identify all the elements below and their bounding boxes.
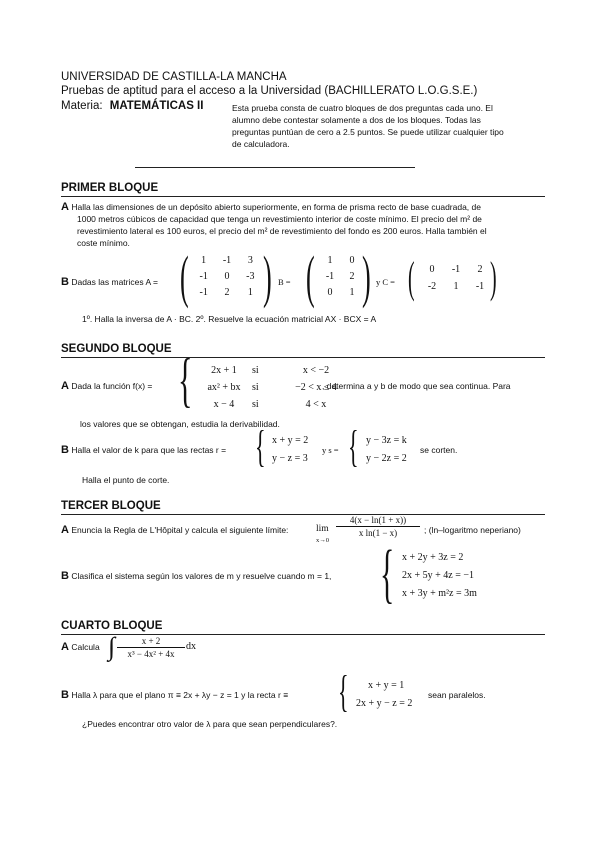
equation: x + y = 2 <box>272 435 309 446</box>
limit-fraction <box>336 515 420 538</box>
question-b-continuation: sean paralelos. <box>428 690 486 700</box>
matrix-cell: 0 <box>349 255 355 266</box>
question-a-text: Enuncia la Regla de L'Hôpital y calcula el siguiente límite: <box>71 525 289 535</box>
piece-expr: x − 4 <box>213 399 235 410</box>
matrix-cell: 1 <box>201 255 207 266</box>
equation: x + 2y + 3z = 2 <box>402 552 464 563</box>
block4-rule <box>61 634 545 635</box>
fraction-numerator: x + 2 <box>141 636 161 646</box>
matrix-cell: 2 <box>224 287 230 298</box>
question-b-line2: ¿Puedes encontrar otro valor de λ para que sean perpendiculares?. <box>82 719 338 729</box>
block1-rule <box>61 196 545 197</box>
matrix-cell: 1 <box>327 255 333 266</box>
line-r-brace: { <box>255 422 266 471</box>
matrix-cell: 2 <box>477 264 483 275</box>
instructions-line: preguntas puntúan de cero a 2.5 puntos. Se puede utilizar cualquier tipo <box>232 127 504 137</box>
subject-name: MATEMÁTICAS II <box>109 100 204 112</box>
block3-rule <box>61 514 545 515</box>
matrix-cell: -3 <box>246 271 255 282</box>
question-a-line: coste mínimo. <box>77 238 130 248</box>
block4-question-b <box>61 689 288 701</box>
block4-question-a <box>61 641 100 653</box>
matrix-cell: -1 <box>451 264 461 275</box>
block3-title: TERCER BLOQUE <box>61 500 161 512</box>
question-b-text: Halla el valor de k para que las rectas r = <box>71 445 227 455</box>
question-b-line2: Halla el punto de corte. <box>82 475 170 485</box>
piece-cond: −2 < x ≤ 4 <box>295 382 337 393</box>
exam-title: Pruebas de aptitud para el acceso a la Universidad (BACHILLERATO L.O.G.S.E.) <box>61 85 478 97</box>
question-a-text: Dada la función f(x) = <box>71 381 153 391</box>
instructions-line: alumno debe contestar solamente a dos de los bloques. Todas las <box>232 115 481 125</box>
matrix-cell: 2 <box>349 271 355 282</box>
limit-note: ; (ln–logaritmo neperiano) <box>424 525 521 535</box>
line-r-equations <box>272 432 308 468</box>
line-r-brace: { <box>338 667 349 716</box>
matrix-c-label: y C = <box>376 277 395 287</box>
line-r-equations <box>356 677 412 713</box>
question-label: B <box>61 570 69 582</box>
block3-question-a <box>61 524 288 536</box>
question-label: B <box>61 689 69 701</box>
fraction-denominator: x ln(1 − x) <box>358 528 398 538</box>
block1-question-a <box>61 201 545 249</box>
matrix-b <box>319 255 363 298</box>
matrix-b-right-paren: ) <box>362 244 371 309</box>
line-s-equations <box>366 432 407 468</box>
equation: x + y = 1 <box>368 680 405 691</box>
limit-operator: lim <box>316 524 329 534</box>
matrix-cell: 1 <box>349 287 355 298</box>
question-b-tasks: 1º. Halla la inversa de A · BC. 2º. Resuelve la ecuación matricial AX · BCX = A <box>82 314 377 324</box>
system-brace: { <box>380 537 395 610</box>
integral-fraction <box>117 636 185 659</box>
question-label: A <box>61 201 69 213</box>
question-b-text: Dadas las matrices A = <box>71 277 159 287</box>
piece-si: si <box>252 399 259 410</box>
instructions <box>232 102 544 150</box>
block1-question-b <box>61 276 158 288</box>
fraction-denominator: x³ − 4x² + 4x <box>127 649 175 659</box>
block2-title: SEGUNDO BLOQUE <box>61 343 172 355</box>
block4-title: CUARTO BLOQUE <box>61 620 163 632</box>
matrix-cell: -1 <box>325 271 335 282</box>
subject-line <box>61 100 203 113</box>
equation: y − 2z = 2 <box>366 453 407 464</box>
matrix-cell: 1 <box>247 287 253 298</box>
question-label: A <box>61 524 69 536</box>
piece-cond: x < −2 <box>302 365 330 376</box>
block3-question-b <box>61 570 331 582</box>
line-s-label: y s = <box>322 445 339 455</box>
block2-question-a <box>61 380 152 392</box>
block2-rule <box>61 357 545 358</box>
matrix-cell: 3 <box>247 255 253 266</box>
equation: y − 3z = k <box>366 435 407 446</box>
matrix-a <box>192 255 262 298</box>
question-b-text: Clasifica el sistema según los valores de m y resuelve cuando m = 1, <box>71 571 332 581</box>
matrix-c-left-paren: ( <box>408 253 415 302</box>
matrix-cell: -2 <box>427 281 437 292</box>
question-a-line: revestimiento lateral es 100 euros, el precio del m² de revestimiento del fondo es 200 euros. Halla también el <box>77 226 487 236</box>
integral-sign: ∫ <box>108 632 116 661</box>
question-b-continuation: se corten. <box>420 445 458 455</box>
matrix-cell: -1 <box>475 281 485 292</box>
question-label: B <box>61 444 69 456</box>
header-divider <box>135 167 415 168</box>
university-title: UNIVERSIDAD DE CASTILLA-LA MANCHA <box>61 71 287 83</box>
question-a-continuation: , determina a y b de modo que sea continua. Para <box>322 381 511 391</box>
matrix-cell: -1 <box>199 271 208 282</box>
fraction-bar <box>117 647 185 648</box>
limit-subscript: x→0 <box>316 537 329 544</box>
fraction-numerator: 4(x − ln(1 + x)) <box>349 515 407 525</box>
equation: x + 3y + m²z = 3m <box>402 588 477 599</box>
question-label: B <box>61 276 69 288</box>
piece-cond: 4 < x <box>305 399 327 410</box>
matrix-cell: -1 <box>199 287 208 298</box>
block1-title: PRIMER BLOQUE <box>61 182 159 194</box>
equation: y − z = 3 <box>272 453 308 464</box>
matrix-c <box>420 264 492 292</box>
question-a-line: 1000 metros cúbicos de capacidad que tenga un revestimiento interior de coste mínimo. El precio del m² de <box>77 214 482 224</box>
question-b-text: Halla λ para que el plano π ≡ 2x + λy − z = 1 y la recta r ≡ <box>71 690 289 700</box>
question-label: A <box>61 641 69 653</box>
matrix-a-left-paren: ( <box>180 244 189 309</box>
piece-si: si <box>252 365 259 376</box>
matrix-cell: 0 <box>327 287 333 298</box>
question-label: A <box>61 380 69 392</box>
matrix-cell: 0 <box>224 271 230 282</box>
fraction-bar <box>336 526 420 527</box>
matrix-cell: 0 <box>429 264 435 275</box>
matrix-b-left-paren: ( <box>306 244 315 309</box>
instructions-line: Esta prueba consta de cuatro bloques de dos preguntas cada uno. El <box>232 103 493 113</box>
matrix-b-label: B = <box>278 277 291 287</box>
matrix-c-right-paren: ) <box>490 253 497 302</box>
integral-dx: dx <box>186 641 196 652</box>
instructions-line: de calculadora. <box>232 139 290 149</box>
equation: 2x + y − z = 2 <box>356 698 413 709</box>
subject-label: Materia: <box>61 100 103 112</box>
piece-expr: 2x + 1 <box>211 365 237 376</box>
question-a-text: Calcula <box>71 642 100 652</box>
piecewise-brace: { <box>178 347 193 413</box>
block2-question-b <box>61 444 226 456</box>
piece-si: si <box>252 382 259 393</box>
piece-expr: ax² + bx <box>207 382 241 393</box>
question-a-line2: los valores que se obtengan, estudia la derivabilidad. <box>80 419 280 429</box>
question-a-line: Halla las dimensiones de un depósito abierto superiormente, en forma de prisma recto de base cuadrada, de <box>71 202 481 212</box>
equation: 2x + 5y + 4z = −1 <box>402 570 474 581</box>
equation-system <box>402 549 477 603</box>
matrix-cell: 1 <box>453 281 459 292</box>
matrix-a-right-paren: ) <box>263 244 272 309</box>
line-s-brace: { <box>348 422 359 471</box>
matrix-cell: -1 <box>222 255 232 266</box>
